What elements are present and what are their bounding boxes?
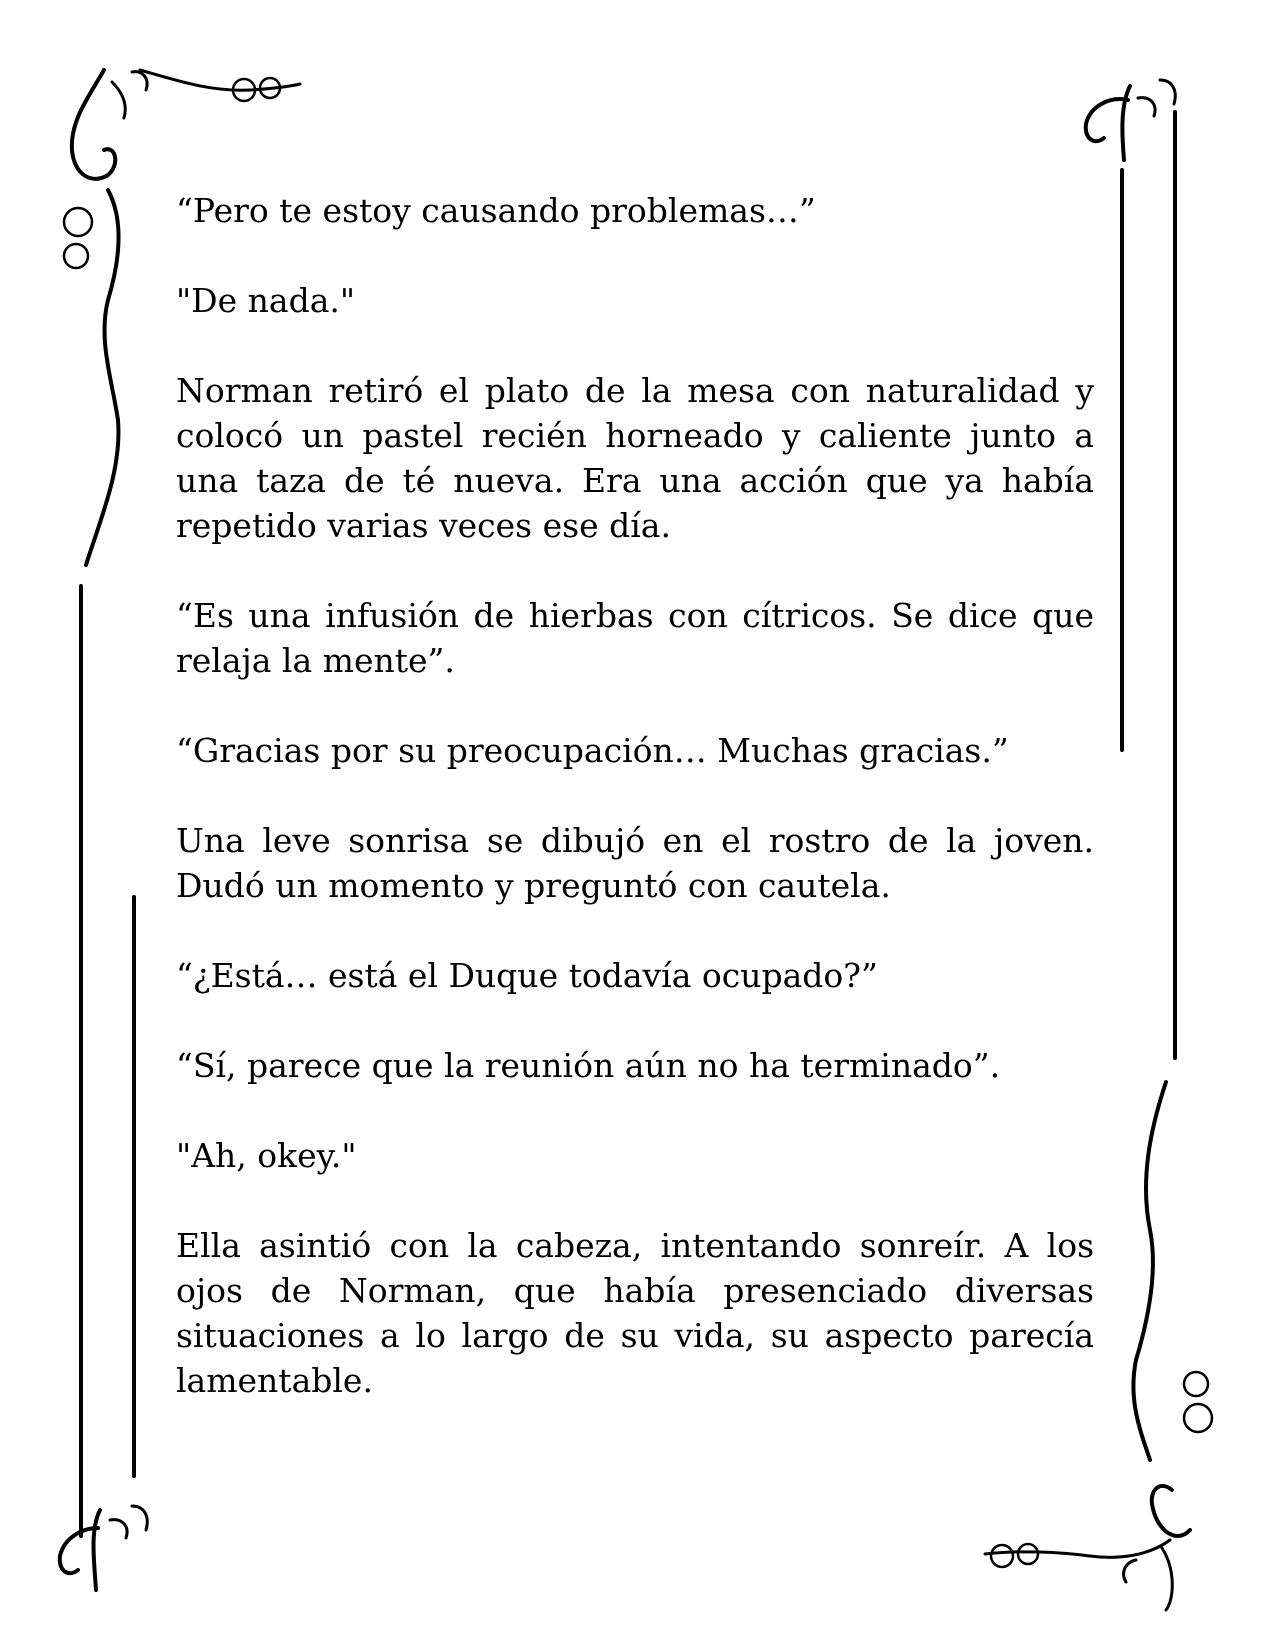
paragraph: Ella asintió con la cabeza, intentando sonreír. A los ojos de Norman, que había presenciado diversas situaciones a lo largo de su vida, su aspecto parecía lamentable.: [176, 1226, 1094, 1400]
paragraph: "De nada.": [176, 281, 356, 320]
page-text: [176, 188, 1094, 1448]
flourish-bottom-left: [60, 1506, 147, 1590]
paragraph: “Es una infusión de hierbas con cítricos. Se dice que relaja la mente”.: [176, 596, 1094, 680]
paragraph: "Ah, okey.": [176, 1136, 357, 1175]
paragraph: Norman retiró el plato de la mesa con naturalidad y colocó un pastel recién horneado y caliente junto a una taza de té nueva. Era una acción que ya había repetido varias veces ese día.: [176, 371, 1094, 545]
paragraph: “Sí, parece que la reunión aún no ha terminado”.: [176, 1046, 1001, 1085]
paragraph: “Pero te estoy causando problemas…”: [176, 191, 816, 230]
paragraph: “Gracias por su preocupación… Muchas gracias.”: [176, 731, 1009, 770]
paragraph: “¿Está… está el Duque todavía ocupado?”: [176, 956, 878, 995]
flourish-top-right: [1086, 80, 1175, 160]
paragraph: Una leve sonrisa se dibujó en el rostro de la joven. Dudó un momento y preguntó con cautela.: [176, 821, 1094, 905]
